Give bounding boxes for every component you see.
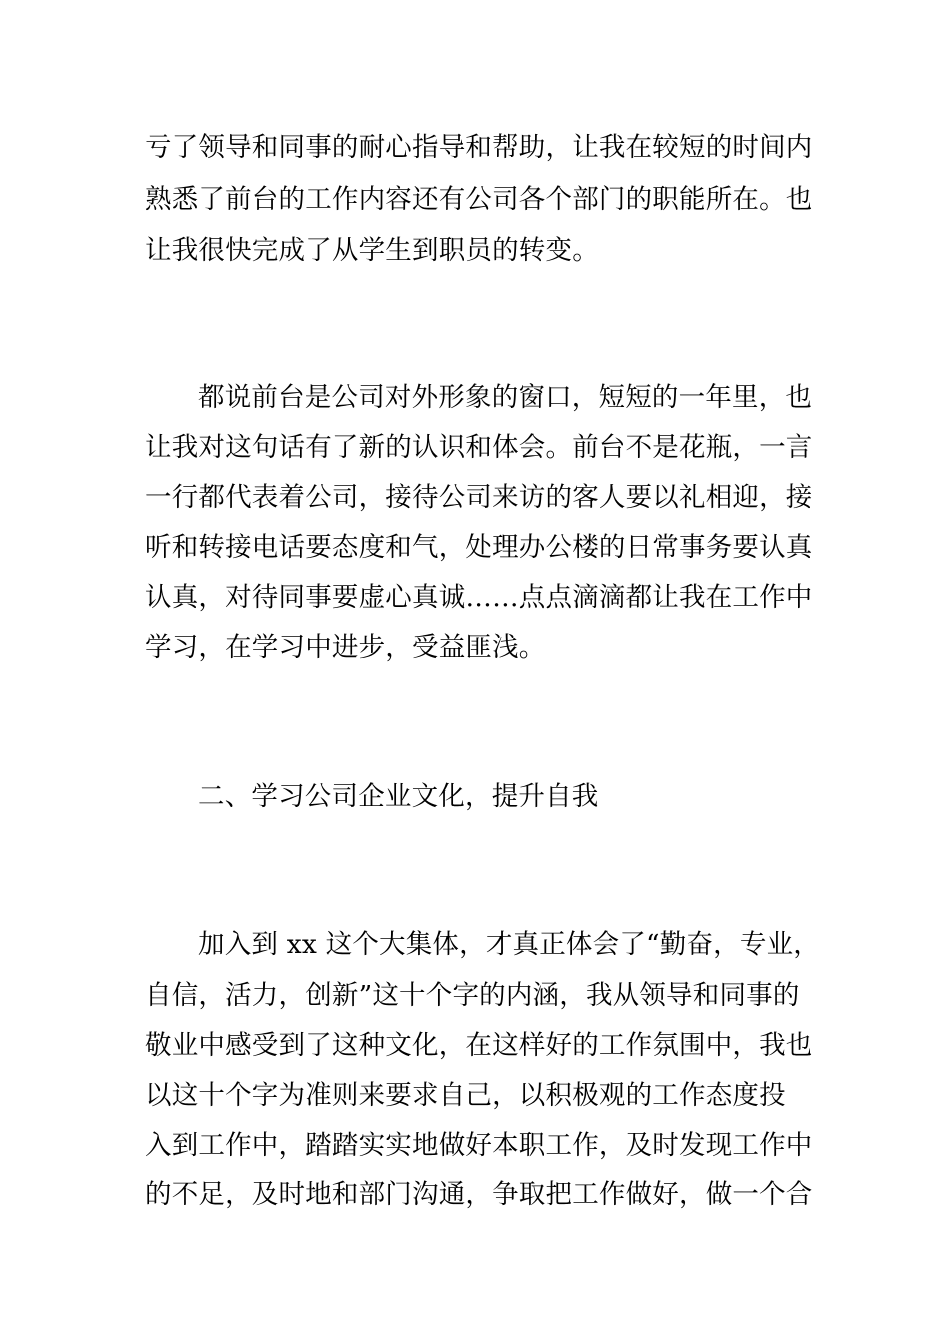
paragraph-line: 都说前台是公司对外形象的窗口，短短的一年里，也 bbox=[198, 382, 813, 413]
section-heading-text: 二、学习公司企业文化，提升自我 bbox=[198, 781, 599, 812]
paragraph-line: 让我很快完成了从学生到职员的转变。 bbox=[145, 235, 599, 266]
paragraph-line: 认真，对待同事要虚心真诚……点点滴滴都让我在工作中 bbox=[145, 582, 813, 613]
paragraph-line: 听和转接电话要态度和气，处理办公楼的日常事务要认真 bbox=[145, 532, 813, 563]
paragraph-line: 加入到 xx 这个大集体，才真正体会了“勤奋，专业， bbox=[198, 929, 820, 960]
paragraph-line: 一行都代表着公司，接待公司来访的客人要以礼相迎，接 bbox=[145, 482, 813, 513]
paragraph-line: 让我对这句话有了新的认识和体会。前台不是花瓶，一言 bbox=[145, 432, 813, 463]
paragraph-line: 自信，活力，创新”这十个字的内涵，我从领导和同事的 bbox=[145, 980, 800, 1011]
paragraph-line: 亏了领导和同事的耐心指导和帮助，让我在较短的时间内 bbox=[145, 132, 813, 163]
paragraph-line: 学习，在学习中进步，受益匪浅。 bbox=[145, 632, 546, 663]
paragraph-line: 的不足，及时地和部门沟通，争取把工作做好，做一个合 bbox=[145, 1179, 813, 1210]
paragraph-line: 敬业中感受到了这种文化，在这样好的工作氛围中，我也 bbox=[145, 1030, 813, 1061]
paragraph-line: 熟悉了前台的工作内容还有公司各个部门的职能所在。也 bbox=[145, 184, 813, 215]
paragraph-line: 以这十个字为准则来要求自己，以积极观的工作态度投 bbox=[145, 1080, 786, 1111]
paragraph-line: 入到工作中，踏踏实实地做好本职工作，及时发现工作中 bbox=[145, 1130, 813, 1161]
